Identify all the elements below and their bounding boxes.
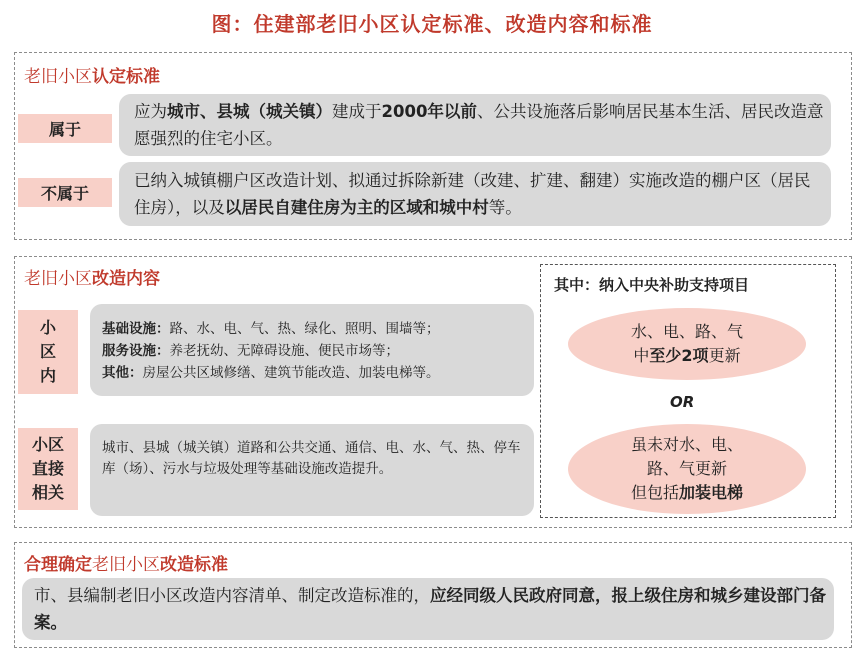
directly-related-tag-line: 相关 (31, 483, 64, 502)
or-label: OR (670, 393, 695, 411)
standard-text: 市、县编制老旧小区改造内容清单、制定改造标准的，应经同级人民政府同意，报上级住房和城乡建设部门备案。 (34, 586, 826, 632)
in-community-text (102, 318, 532, 384)
directly-related-tag (18, 428, 78, 510)
option1-line2: 中至少2项更新 (633, 346, 741, 365)
infrastructure-line: 基础设施：路、水、电、气、热、绿化、照明、围墙等； (102, 321, 440, 337)
belong-text: 应为城市、县城（城关镇）建成于2000年以前、公共设施落后影响居民基本生活、居民改造意愿强烈的住宅小区。 (134, 102, 824, 148)
other-line: 其他：房屋公共区域修缮、建筑节能改造、加装电梯等。 (102, 365, 440, 381)
section2-heading: 老旧小区改造内容 (24, 269, 160, 289)
page-title: 图：住建部老旧小区认定标准、改造内容和标准 (211, 12, 653, 36)
option1-line1: 水、电、路、气 (630, 322, 743, 341)
not-belong-tag: 不属于 (18, 178, 112, 207)
directly-related-tag-line: 直接 (31, 459, 64, 478)
belong-tag: 属于 (18, 114, 112, 143)
in-community-tag-char: 内 (39, 366, 56, 385)
service-line: 服务设施：养老抚幼、无障碍设施、便民市场等； (102, 343, 399, 359)
option2-line3: 但包括加装电梯 (630, 483, 744, 502)
option-two-items (568, 308, 806, 380)
in-community-tag-char: 小 (39, 318, 56, 337)
subsidy-heading: 其中：纳入中央补助支持项目 (554, 276, 750, 294)
in-community-tag (18, 310, 78, 394)
not-belong-text: 已纳入城镇棚户区改造计划、拟通过拆除新建（改建、扩建、翻建）实施改造的棚户区（居民住房），以及以居民自建住房为主的区域和城中村等。 (134, 171, 811, 217)
section3-heading: 合理确定老旧小区改造标准 (24, 555, 228, 575)
in-community-tag-char: 区 (39, 342, 56, 361)
option-elevator (568, 424, 806, 514)
directly-related-tag-line: 小区 (31, 435, 64, 454)
section1-heading: 老旧小区认定标准 (24, 67, 160, 87)
option2-line2: 路、气更新 (646, 459, 727, 478)
directly-related-text: 城市、县城（城关镇）道路和公共交通、通信、电、水、气、热、停车库（场）、污水与垃圾处理等基础设施改造提升。 (102, 440, 521, 477)
option2-line1: 虽未对水、电、 (630, 435, 743, 454)
